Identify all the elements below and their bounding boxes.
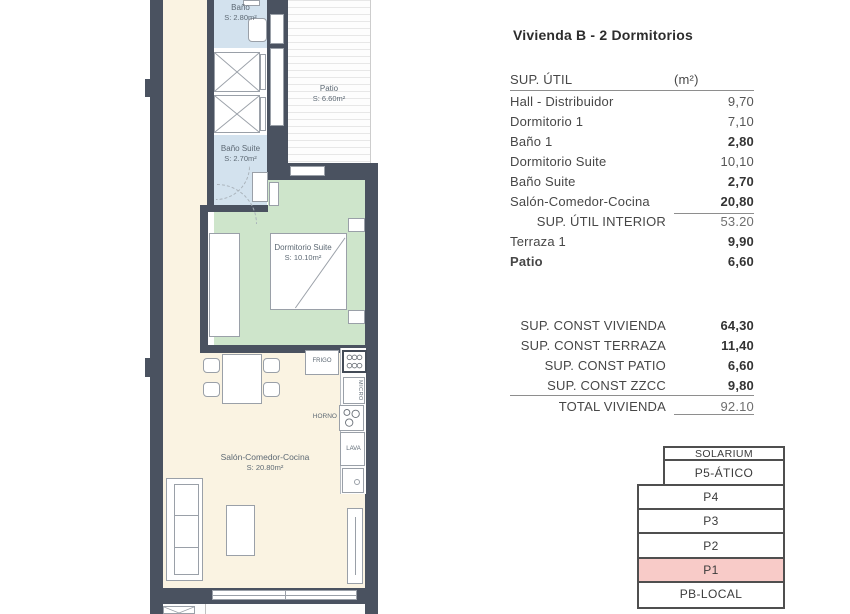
row-label: Salón-Comedor-Cocina — [510, 193, 650, 209]
fridge-label: FRIGO — [312, 358, 332, 364]
tv-unit — [347, 508, 363, 584]
room-area: S: 2.80m² — [224, 13, 257, 22]
row-value: 11,40 — [721, 337, 754, 353]
room-area: S: 2.70m² — [224, 154, 257, 163]
row-label: Hall - Distribuidor — [510, 93, 614, 109]
row-label: SUP. CONST TERRAZA — [520, 337, 666, 353]
vanity-suite — [252, 172, 268, 202]
room-name: Baño — [231, 3, 250, 12]
stack-level-pb-local — [637, 581, 785, 609]
sup-util-header — [510, 69, 754, 91]
sofa-cushion-line — [174, 547, 199, 548]
closet-1-door — [260, 54, 266, 90]
row-label: Patio — [510, 253, 543, 269]
table-row — [510, 171, 754, 191]
row-value: 2,70 — [727, 173, 754, 189]
table-row — [510, 231, 754, 251]
closet-x-icon — [215, 53, 259, 91]
row-value: 6,60 — [727, 253, 754, 269]
terrace-unit — [163, 606, 195, 614]
room-area: S: 6.60m² — [312, 94, 346, 103]
closet-1 — [214, 52, 260, 92]
towel-rail — [269, 182, 279, 206]
closet-2 — [214, 95, 260, 133]
room-name: Salón-Comedor-Cocina — [220, 452, 310, 462]
room-area: S: 10.10m² — [284, 253, 322, 262]
row-label: SUP. CONST ZZCC — [547, 377, 666, 393]
sup-const-table — [510, 315, 754, 417]
row-value: 20,80 — [720, 193, 754, 209]
oven-rings-icon — [340, 406, 363, 430]
wall-left-pilaster-1 — [145, 79, 163, 97]
header-unit: (m²) — [674, 72, 699, 87]
page-title: Vivienda B - 2 Dormitorios — [513, 27, 693, 43]
level-label: P2 — [703, 538, 719, 553]
wall-left-pilaster-2 — [145, 358, 163, 377]
sliding-glass-door — [212, 590, 357, 600]
dining-table — [222, 354, 262, 404]
oven — [339, 405, 364, 431]
row-label: Baño Suite — [510, 173, 576, 189]
oven-label: HORNO — [312, 413, 337, 420]
sup-util-table — [510, 69, 754, 271]
level-label: P4 — [703, 490, 719, 504]
dishwasher-label: LAVA — [346, 446, 361, 452]
nightstand-2 — [348, 310, 365, 324]
tv-unit-line — [355, 517, 356, 575]
table-row — [510, 111, 754, 131]
terrace-partition — [205, 604, 206, 614]
hob-burners-icon — [344, 352, 365, 371]
table-row — [510, 91, 754, 111]
dishwasher — [340, 432, 365, 466]
table-row — [510, 375, 754, 395]
row-label: Dormitorio Suite — [510, 153, 607, 169]
wall-inner-top — [207, 0, 214, 212]
chair — [203, 358, 220, 373]
terrace-unit-x-icon — [164, 607, 194, 613]
closet-x-icon — [215, 96, 259, 132]
row-value: 9,90 — [727, 233, 754, 249]
stack-level-p1-highlighted — [637, 557, 785, 583]
patio-floor — [288, 0, 371, 163]
service-shaft — [270, 48, 284, 126]
table-row — [510, 191, 754, 211]
row-value: 92.10 — [674, 399, 754, 415]
wall-right — [365, 163, 378, 614]
row-label: SUP. CONST VIVIENDA — [520, 317, 666, 333]
row-label: SUP. ÚTIL INTERIOR — [536, 213, 666, 229]
sink-drain — [354, 479, 360, 485]
room-area: S: 20.80m² — [246, 462, 284, 472]
room-name: Baño Suite — [220, 144, 261, 153]
patio-label — [288, 84, 370, 103]
table-row — [510, 151, 754, 171]
row-value: 9,70 — [727, 93, 754, 109]
sink — [342, 468, 364, 493]
service-door — [270, 14, 284, 44]
header-label: SUP. ÚTIL — [510, 72, 573, 87]
row-label: Dormitorio 1 — [510, 113, 584, 129]
level-label: P3 — [703, 514, 719, 528]
glass-door-overlap — [285, 591, 286, 599]
table-row — [510, 335, 754, 355]
table-row-total — [510, 395, 754, 417]
stack-level-p2 — [637, 532, 785, 559]
row-value: 6,60 — [727, 357, 754, 373]
row-value: 2,80 — [727, 133, 754, 149]
row-value: 9,80 — [727, 377, 754, 393]
level-label: P1 — [703, 563, 719, 577]
wardrobe — [209, 233, 240, 337]
bano-label — [214, 3, 267, 22]
stack-level-p5-atico — [663, 459, 785, 486]
floor-plan — [145, 0, 385, 614]
row-value: 64,30 — [720, 317, 754, 333]
nightstand-1 — [348, 218, 365, 232]
row-label: Baño 1 — [510, 133, 553, 149]
room-name: Patio — [319, 84, 339, 93]
chair — [263, 358, 280, 373]
level-label: PB-LOCAL — [679, 587, 743, 601]
bano-suite-label — [214, 144, 267, 163]
sofa — [166, 478, 203, 581]
row-value: 53.20 — [674, 213, 754, 229]
stack-level-p3 — [637, 508, 785, 534]
table-row — [510, 315, 754, 335]
room-name: Dormitorio Suite — [274, 243, 332, 252]
salon-label — [209, 452, 321, 472]
chair — [203, 382, 220, 397]
microwave-label: MICRO — [357, 380, 363, 401]
level-label: SOLARIUM — [694, 447, 754, 460]
dormitorio-suite-floor-upper — [268, 180, 365, 212]
microwave — [343, 377, 365, 404]
row-label: Terraza 1 — [510, 233, 566, 249]
table-row — [510, 355, 754, 375]
patio-window — [290, 166, 325, 176]
row-label: SUP. CONST PATIO — [544, 357, 666, 373]
sofa-seat — [174, 484, 199, 575]
row-value: 10,10 — [720, 153, 754, 169]
table-row — [510, 131, 754, 151]
coffee-table — [226, 505, 255, 556]
dormitorio-suite-label — [248, 243, 358, 262]
chair — [263, 382, 280, 397]
closet-2-door — [260, 97, 266, 131]
floor-stack — [637, 446, 787, 609]
stack-level-p4 — [637, 484, 785, 510]
level-label: P5-ÁTICO — [694, 465, 754, 480]
sofa-cushion-line — [174, 515, 199, 516]
row-label: TOTAL VIVIENDA — [558, 399, 666, 414]
wall-inner-mid — [200, 205, 208, 353]
hob — [342, 350, 367, 373]
table-row — [510, 251, 754, 271]
row-value: 7,10 — [727, 113, 754, 129]
table-row-subtotal — [510, 211, 754, 231]
